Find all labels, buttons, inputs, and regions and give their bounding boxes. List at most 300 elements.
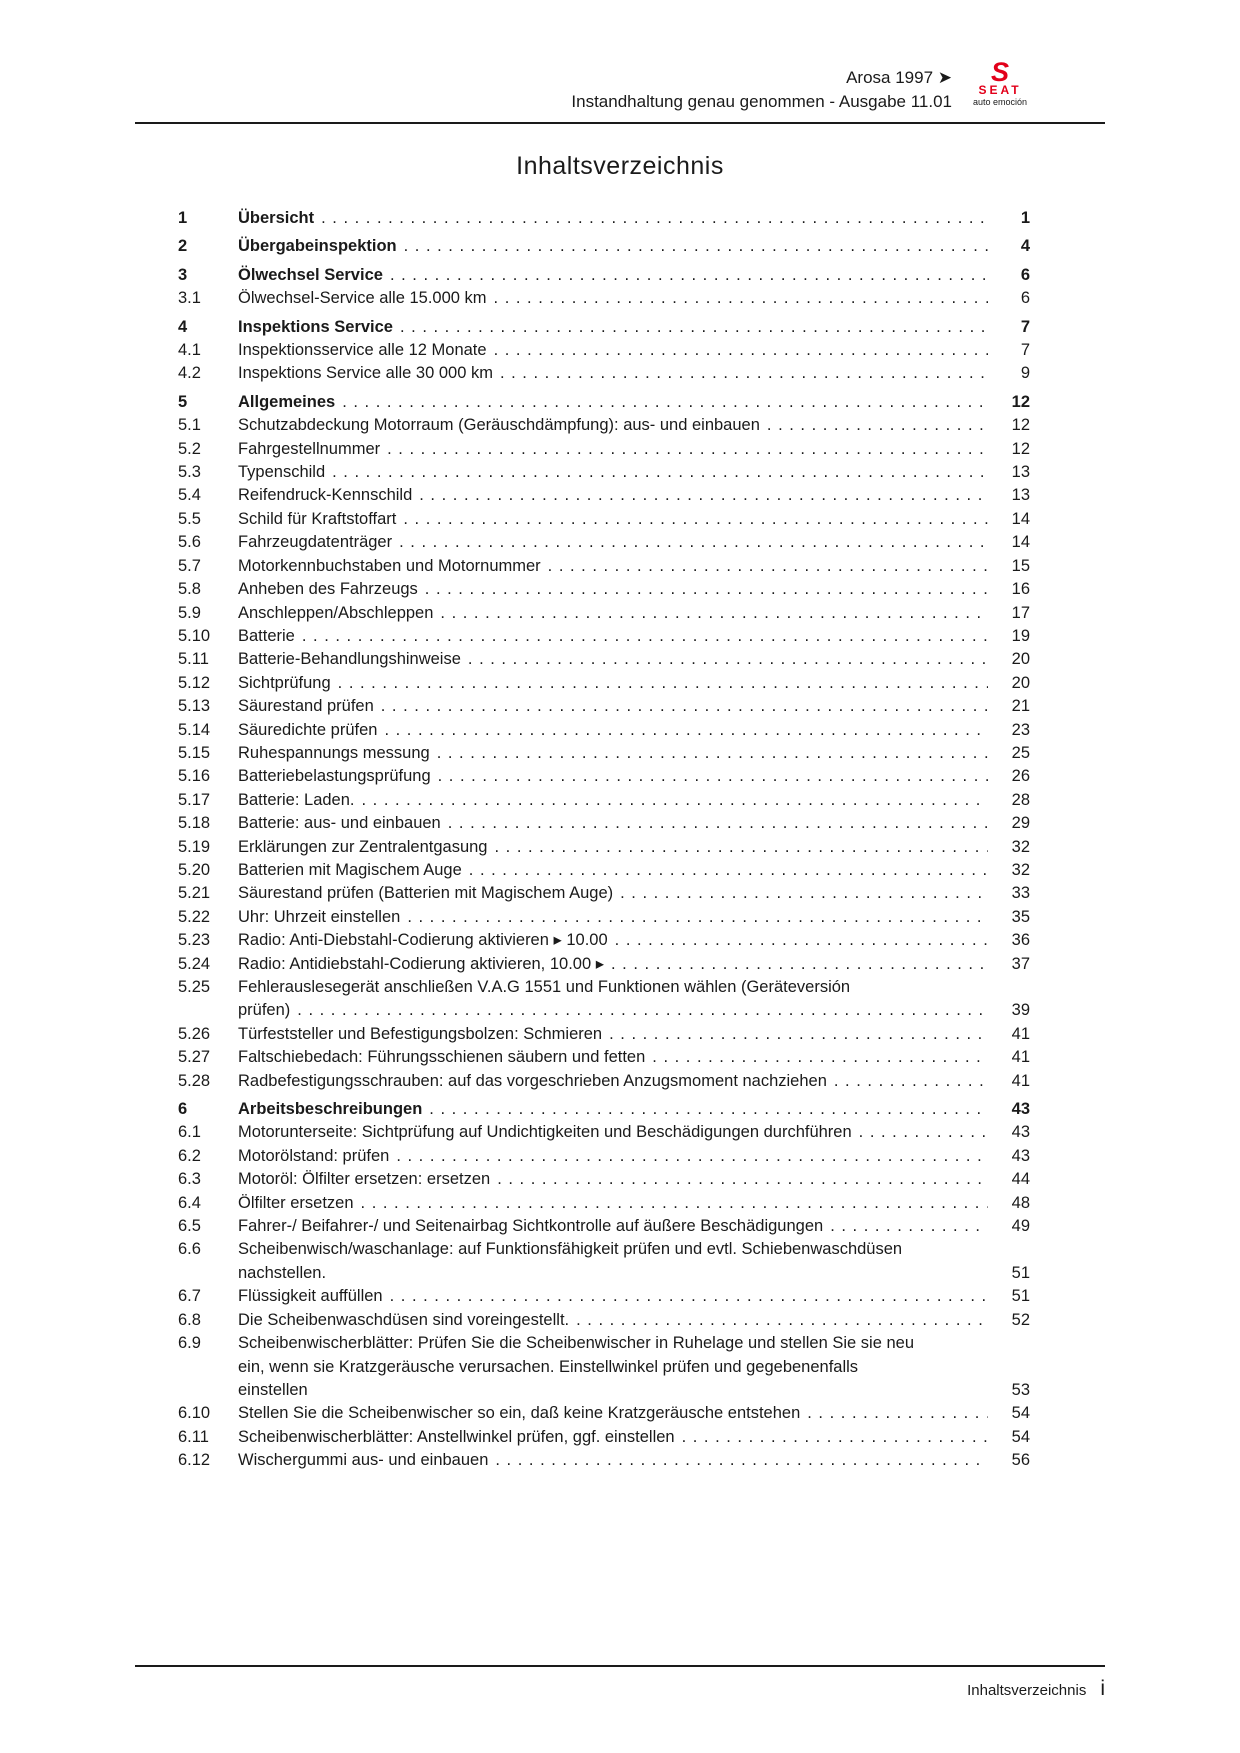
toc-entry: [178, 461, 1030, 484]
toc-entry: [178, 1426, 1030, 1449]
toc-entry: [178, 1449, 1030, 1472]
toc-entry-number: 5.16: [178, 767, 211, 786]
toc-entry-number: 6.1: [178, 1123, 201, 1142]
toc-entry-number: 5.1: [178, 416, 201, 435]
toc-row: [178, 316, 1030, 339]
toc-entry: [178, 859, 1030, 882]
toc-entry-page: 12: [1011, 416, 1030, 435]
toc-row: [178, 953, 1030, 976]
dot-leader: [387, 438, 988, 461]
toc-row: [178, 362, 1030, 385]
toc-row: [178, 906, 1030, 929]
dot-leader: [615, 929, 988, 952]
toc-entry-title: Ruhespannungs messung: [238, 743, 430, 762]
toc-entry-number: 5.15: [178, 743, 211, 762]
toc-entry-number: 6.5: [178, 1217, 201, 1236]
toc-entry-number: 5.22: [178, 907, 211, 926]
toc-entry-page: 12: [1011, 439, 1030, 458]
toc-entry-title: Radio: Antidiebstahl-Codierung aktivieren, 10.00 ▸: [238, 954, 605, 973]
toc-entry-title: Säuredichte prüfen: [238, 720, 378, 739]
toc-entry-number: 5.11: [178, 650, 209, 669]
toc-entry: [178, 906, 1030, 929]
toc-entry-page: 13: [1011, 486, 1030, 505]
toc-row: [178, 1426, 1030, 1449]
toc-entry-title: Ölfilter ersetzen: [238, 1193, 354, 1212]
toc-entry-title: Scheibenwischerblätter: Anstellwinkel prüfen, ggf. einstellen: [238, 1427, 675, 1446]
seat-s-icon: S: [990, 57, 1009, 87]
toc-entry-page: 1: [1020, 209, 1030, 227]
manual-subtitle: Instandhaltung genau genommen - Ausgabe 11.01: [571, 92, 952, 111]
toc-entry-number: 6.6: [178, 1240, 201, 1259]
toc-entry-page: 56: [1011, 1451, 1030, 1470]
toc-entry-title: Übergabeinspektion: [238, 237, 397, 256]
toc-entry-number: 5.14: [178, 720, 211, 739]
toc-entry-number: 4: [178, 317, 188, 336]
toc-entry-title: Batterie: [238, 626, 295, 645]
toc-entry-title: Scheibenwischerblätter: Prüfen Sie die Scheibenwischer in Ruhelage und stellen Sie sie neu: [238, 1334, 914, 1353]
toc-row: [178, 1046, 1030, 1069]
toc-entry: [178, 1070, 1030, 1093]
toc-entry-title: Typenschild: [238, 463, 326, 482]
toc-entry-title: Motoröl: Ölfilter ersetzen: ersetzen: [238, 1170, 491, 1189]
toc-row: [178, 484, 1030, 507]
toc-entry: [178, 625, 1030, 648]
toc-entry-title: Motorunterseite: Sichtprüfung auf Undichtigkeiten und Beschädigungen durchführen: [238, 1123, 852, 1142]
toc-entry-page: 25: [1011, 743, 1030, 762]
dot-leader: [404, 235, 988, 258]
toc-row: [178, 461, 1030, 484]
toc-entry: [178, 531, 1030, 554]
toc-entry: [178, 1309, 1030, 1332]
toc-entry-title: Flüssigkeit auffüllen: [238, 1287, 383, 1306]
toc-entry-page: 51: [1011, 1287, 1030, 1306]
toc-entry-number: 5: [178, 392, 188, 411]
toc-row: [178, 1192, 1030, 1215]
dot-leader: [361, 1192, 988, 1215]
toc-entry-page: 35: [1011, 907, 1030, 926]
toc-entry-number: 5.3: [178, 463, 201, 482]
toc-entry-number: 6.3: [178, 1170, 201, 1189]
toc-entry-title: Faltschiebedach: Führungsschienen säubern und fetten: [238, 1048, 646, 1067]
dot-leader: [332, 461, 988, 484]
dot-leader: [362, 789, 989, 812]
toc-entry: [178, 578, 1030, 601]
toc-row: [178, 1449, 1030, 1472]
toc-entry-number: 5.20: [178, 860, 211, 879]
toc-entry-page: 6: [1020, 265, 1030, 284]
model-line: Arosa 1997 ➤: [846, 68, 952, 87]
toc-entry: [178, 484, 1030, 507]
toc-entry: [178, 953, 1030, 976]
toc-entry: [178, 812, 1030, 835]
toc-row: [178, 836, 1030, 859]
dot-leader: [609, 1023, 988, 1046]
footer-page-number: i: [1100, 1677, 1105, 1700]
dot-leader: [494, 287, 988, 310]
toc-entry-title: Die Scheibenwaschdüsen sind voreingestellt.: [238, 1310, 570, 1329]
dot-leader: [438, 765, 988, 788]
toc-entry-number: 6.4: [178, 1193, 201, 1212]
toc-entry-page: 37: [1011, 954, 1030, 973]
toc-row: [178, 438, 1030, 461]
toc-entry-number: 5.6: [178, 533, 201, 552]
toc-entry-title: Fahrgestellnummer: [238, 439, 381, 458]
toc-entry: [178, 391, 1030, 414]
toc-entry-page: 6: [1020, 289, 1030, 308]
toc-row: [178, 929, 1030, 952]
toc-entry-page: 15: [1011, 556, 1030, 575]
dot-leader: [342, 391, 988, 414]
toc-entry-page: 54: [1011, 1427, 1030, 1446]
toc-entry-page: 26: [1011, 767, 1030, 786]
toc-entry-page: 20: [1011, 650, 1030, 669]
toc-entry-title: Inspektions Service alle 30 000 km: [238, 364, 493, 383]
toc-entry: [178, 929, 1030, 952]
toc-entry: [178, 1023, 1030, 1046]
toc-entry-page: 21: [1011, 697, 1030, 716]
toc-entry: [178, 789, 1030, 812]
toc-entry: [178, 765, 1030, 788]
toc-row: [178, 1285, 1030, 1308]
toc-entry: [178, 882, 1030, 905]
toc-entry-title: Uhr: Uhrzeit einstellen: [238, 907, 401, 926]
toc-entry-page: 44: [1011, 1170, 1030, 1189]
toc-entry-title: Türfeststeller und Befestigungsbolzen: Schmieren: [238, 1024, 603, 1043]
toc-entry: [178, 719, 1030, 742]
toc-entry-page: 28: [1011, 790, 1030, 809]
toc-entry-title: Radio: Anti-Diebstahl-Codierung aktivieren ▸ 10.00: [238, 931, 608, 950]
footer-section-label: Inhaltsverzeichnis: [967, 1682, 1087, 1699]
toc-entry: [178, 695, 1030, 718]
toc-entry-number: 6.11: [178, 1427, 209, 1446]
toc-entry-page: 32: [1011, 837, 1030, 856]
toc-entry-title: nachstellen.: [238, 1263, 327, 1282]
toc-entry: [178, 976, 1030, 1023]
dot-leader: [440, 602, 988, 625]
toc-entry-number: 6.10: [178, 1404, 211, 1423]
toc-entry-title: Sichtprüfung: [238, 673, 331, 692]
toc-row: [178, 531, 1030, 554]
toc-row: [178, 1121, 1030, 1144]
toc-row: [178, 719, 1030, 742]
toc-entry: [178, 1215, 1030, 1238]
toc-entry: [178, 438, 1030, 461]
toc-entry-title: Batterie-Behandlungshinweise: [238, 650, 461, 669]
toc-entry-number: 6.8: [178, 1310, 201, 1329]
toc-entry-number: 5.10: [178, 626, 211, 645]
toc-entry-number: 5.13: [178, 697, 211, 716]
toc-entry-title: Radbefestigungsschrauben: auf das vorgeschrieben Anzugsmoment nachziehen: [238, 1071, 827, 1090]
dot-leader: [495, 1449, 988, 1472]
toc-entry-title: Anschleppen/Abschleppen: [238, 603, 434, 622]
toc-row: [178, 1070, 1030, 1093]
toc-entry: [178, 602, 1030, 625]
dot-leader: [652, 1046, 988, 1069]
toc-row: [178, 789, 1030, 812]
toc-entry-number: 5.19: [178, 837, 211, 856]
toc-entry-number: 5.23: [178, 931, 211, 950]
toc-entry-title: Reifendruck-Kennschild: [238, 486, 413, 505]
dot-leader: [429, 1098, 988, 1121]
dot-leader: [390, 264, 988, 287]
dot-leader: [494, 339, 988, 362]
page-footer: [135, 1665, 1105, 1701]
toc-entry: [178, 264, 1030, 287]
dot-leader: [302, 625, 988, 648]
toc-entry-page: 13: [1011, 463, 1030, 482]
toc-entry-title: Wischergummi aus- und einbauen: [238, 1451, 489, 1470]
dot-leader: [767, 414, 988, 437]
toc-entry-number: 5.4: [178, 486, 201, 505]
toc-entry: [178, 836, 1030, 859]
toc-row: [178, 1332, 1030, 1355]
toc-entry-title: Fahrzeugdatenträger: [238, 533, 393, 552]
toc-entry-title: Batterie: aus- und einbauen: [238, 814, 441, 833]
toc-entry-number: 5.7: [178, 556, 201, 575]
dot-leader: [682, 1426, 988, 1449]
toc-entry: [178, 1046, 1030, 1069]
toc-entry-page: 32: [1011, 860, 1030, 879]
toc-row: [178, 578, 1030, 601]
dot-leader: [384, 719, 988, 742]
dot-leader: [407, 906, 988, 929]
seat-tagline: auto emoción: [972, 97, 1028, 107]
footer-row: [135, 1667, 1105, 1701]
toc-entry: [178, 287, 1030, 310]
dot-leader: [500, 362, 988, 385]
toc-entry-number: 6.7: [178, 1287, 201, 1306]
toc-row: [178, 235, 1030, 258]
toc-entry-title: Schild für Kraftstoffart: [238, 509, 397, 528]
toc-entry-number: 6.12: [178, 1451, 211, 1470]
toc-entry: [178, 362, 1030, 385]
dot-leader: [425, 578, 988, 601]
toc-entry: [178, 235, 1030, 258]
toc-entry-page: 7: [1020, 317, 1030, 336]
toc-row: [178, 859, 1030, 882]
toc-row: [178, 765, 1030, 788]
toc-row: [178, 1402, 1030, 1425]
toc-row: [178, 999, 1030, 1022]
toc-entry-title: Säurestand prüfen: [238, 697, 374, 716]
toc-entry-page: 14: [1011, 533, 1030, 552]
toc-entry-title: Fahrer-/ Beifahrer-/ und Seitenairbag Sichtkontrolle auf äußere Beschädigungen: [238, 1217, 824, 1236]
toc-entry-number: 5.21: [178, 884, 211, 903]
dot-leader: [497, 1168, 988, 1191]
toc-entry-page: 19: [1011, 626, 1030, 645]
toc-row: [178, 1379, 1030, 1402]
toc-entry: [178, 648, 1030, 671]
toc-entry: [178, 742, 1030, 765]
toc-entry: [178, 1332, 1030, 1402]
toc-entry-title: Ölwechsel Service: [238, 265, 383, 284]
toc-entry-title: Erklärungen zur Zentralentgasung: [238, 837, 488, 856]
toc-list: [135, 207, 1105, 1473]
toc-entry-number: 5.5: [178, 509, 201, 528]
toc-row: [178, 812, 1030, 835]
toc-row: [178, 1168, 1030, 1191]
toc-entry-title: Batteriebelastungsprüfung: [238, 767, 431, 786]
toc-row: [178, 882, 1030, 905]
toc-entry-page: 7: [1020, 341, 1030, 360]
toc-entry-page: 9: [1020, 364, 1030, 383]
dot-leader: [807, 1402, 988, 1425]
dot-leader: [548, 555, 988, 578]
toc-row: [178, 695, 1030, 718]
toc-entry: [178, 339, 1030, 362]
toc-entry-title: prüfen): [238, 1001, 291, 1020]
toc-row: [178, 339, 1030, 362]
dot-leader: [830, 1215, 988, 1238]
toc-entry-title: Fehlerauslesegerät anschließen V.A.G 1551 und Funktionen wählen (Geräteversión: [238, 978, 851, 996]
dot-leader: [437, 742, 988, 765]
toc-row: [178, 391, 1030, 414]
dot-leader: [611, 953, 988, 976]
toc-row: [178, 287, 1030, 310]
toc-entry-page: 33: [1011, 884, 1030, 903]
toc-entry-title: Motorkennbuchstaben und Motornummer: [238, 556, 541, 575]
toc-entry-page: 29: [1011, 814, 1030, 833]
toc-entry-page: 43: [1011, 1100, 1030, 1119]
dot-leader: [834, 1070, 988, 1093]
toc-entry: [178, 1121, 1030, 1144]
toc-entry-title: Ölwechsel-Service alle 15.000 km: [238, 289, 487, 308]
toc-entry: [178, 1192, 1030, 1215]
toc-entry-page: 16: [1011, 580, 1030, 599]
dot-leader: [403, 508, 988, 531]
toc-entry-page: 41: [1011, 1048, 1030, 1067]
toc-row: [178, 1215, 1030, 1238]
toc-row: [178, 1356, 1030, 1379]
toc-row: [178, 672, 1030, 695]
toc-entry-page: 17: [1011, 603, 1030, 622]
toc-entry-number: 5.27: [178, 1048, 211, 1067]
seat-brand-text: SEAT: [978, 83, 1022, 97]
dot-leader: [419, 484, 988, 507]
toc-entry-title: Batterie: Laden.: [238, 790, 355, 809]
toc-entry-number: 3: [178, 265, 188, 284]
toc-entry-title: Arbeitsbeschreibungen: [238, 1100, 423, 1119]
toc-row: [178, 976, 1030, 999]
toc-entry-page: 54: [1011, 1404, 1030, 1423]
dot-leader: [620, 882, 988, 905]
toc-entry-title: ein, wenn sie Kratzgeräusche verursachen. Einstellwinkel prüfen und gegebenenfalls: [238, 1357, 859, 1376]
toc-entry-number: 5.8: [178, 580, 201, 599]
dot-leader: [494, 836, 988, 859]
toc-row: [178, 742, 1030, 765]
dot-leader: [390, 1285, 988, 1308]
toc-entry-page: 41: [1011, 1071, 1030, 1090]
dot-leader: [400, 316, 988, 339]
toc-entry: [178, 414, 1030, 437]
toc-entry-number: 5.12: [178, 673, 211, 692]
dot-leader: [576, 1309, 988, 1332]
toc-entry: [178, 207, 1030, 230]
toc-entry: [178, 1285, 1030, 1308]
toc-entry: [178, 1402, 1030, 1425]
seat-logo: [968, 57, 1032, 108]
toc-entry: [178, 1238, 1030, 1285]
toc-entry-title: Inspektionsservice alle 12 Monate: [238, 341, 487, 360]
toc-row: [178, 648, 1030, 671]
toc-entry: [178, 316, 1030, 339]
toc-row: [178, 414, 1030, 437]
toc-row: [178, 1238, 1030, 1261]
toc-entry-title: Stellen Sie die Scheibenwischer so ein, daß keine Kratzgeräusche entstehen: [238, 1404, 801, 1423]
toc-entry-number: 5.2: [178, 439, 201, 458]
toc-entry-number: 2: [178, 237, 188, 256]
toc-entry-number: 4.1: [178, 341, 201, 360]
toc-entry: [178, 1145, 1030, 1168]
toc-entry: [178, 555, 1030, 578]
toc-entry-page: 4: [1020, 237, 1030, 256]
toc-entry: [178, 508, 1030, 531]
toc-row: [178, 602, 1030, 625]
dot-leader: [297, 999, 988, 1022]
page-title: Inhaltsverzeichnis: [516, 152, 724, 180]
toc-entry-page: 49: [1011, 1217, 1030, 1236]
toc-entry-number: 5.9: [178, 603, 201, 622]
toc-row: [178, 264, 1030, 287]
toc-entry-number: 6.9: [178, 1334, 201, 1353]
dot-leader: [399, 531, 988, 554]
toc-entry-title: Übersicht: [238, 209, 315, 227]
toc-row: [178, 1145, 1030, 1168]
toc-entry-title: Allgemeines: [238, 392, 336, 411]
toc-row: [178, 508, 1030, 531]
page-header: [135, 0, 1105, 114]
toc-entry-title: Inspektions Service: [238, 317, 393, 336]
toc-entry-number: 5.24: [178, 954, 211, 973]
toc-entry: [178, 1168, 1030, 1191]
toc-row: [178, 1262, 1030, 1285]
toc-entry-number: 5.18: [178, 814, 211, 833]
toc-entry-number: 5.25: [178, 978, 211, 996]
dot-leader: [468, 648, 988, 671]
toc-row: [178, 207, 1030, 230]
toc-entry-number: 3.1: [178, 289, 201, 308]
toc-entry-page: 48: [1011, 1193, 1030, 1212]
toc-entry-page: 39: [1011, 1001, 1030, 1020]
toc-row: [178, 1023, 1030, 1046]
toc-entry: [178, 1098, 1030, 1121]
toc-entry: [178, 672, 1030, 695]
toc-entry-page: 52: [1011, 1310, 1030, 1329]
toc-entry-page: 53: [1011, 1380, 1030, 1399]
header-text: [571, 60, 952, 114]
toc-entry-title: einstellen: [238, 1380, 308, 1399]
toc-entry-page: 14: [1011, 509, 1030, 528]
dot-leader: [448, 812, 988, 835]
toc-entry-title: Scheibenwisch/waschanlage: auf Funktionsfähigkeit prüfen und evtl. Schiebenwaschdüsen: [238, 1240, 903, 1259]
toc-row: [178, 625, 1030, 648]
toc-entry-page: 23: [1011, 720, 1030, 739]
toc-entry-page: 36: [1011, 931, 1030, 950]
dot-leader: [859, 1121, 988, 1144]
toc-row: [178, 1098, 1030, 1121]
toc-entry-title: Säurestand prüfen (Batterien mit Magischem Auge): [238, 884, 614, 903]
toc-entry-number: 5.28: [178, 1071, 211, 1090]
toc-entry-number: 5.26: [178, 1024, 211, 1043]
dot-leader: [469, 859, 988, 882]
toc-entry-page: 12: [1011, 392, 1030, 411]
dot-leader: [396, 1145, 988, 1168]
dot-leader: [338, 672, 988, 695]
toc-entry-title: Schutzabdeckung Motorraum (Geräuschdämpfung): aus- und einbauen: [238, 416, 760, 435]
toc-entry-title: Batterien mit Magischem Auge: [238, 860, 462, 879]
toc-row: [178, 555, 1030, 578]
dot-leader: [381, 695, 988, 718]
